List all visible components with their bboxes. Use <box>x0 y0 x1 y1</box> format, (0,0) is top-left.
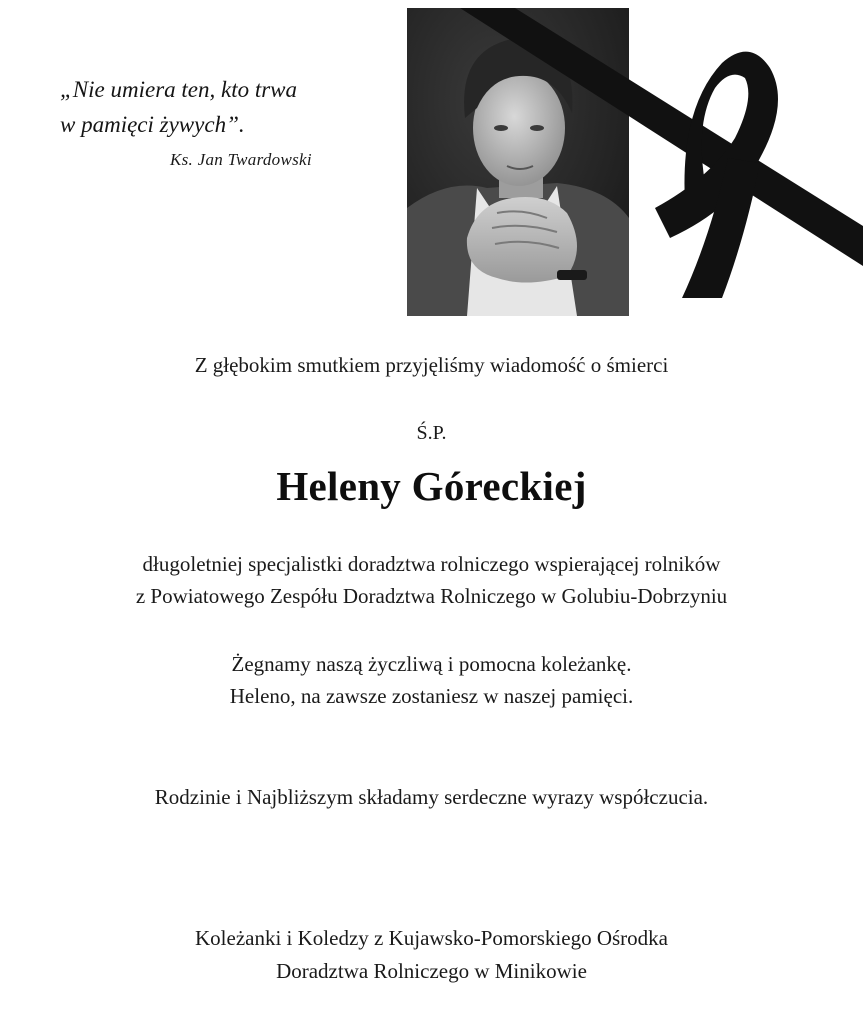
condolence-text: Rodzinie i Najbliższym składamy serdeczne wyrazy współczucia. <box>154 785 709 809</box>
farewell-line-1: Żegnamy naszą życzliwą i pomocna koleżankę. <box>231 652 632 676</box>
farewell-line-2: Heleno, na zawsze zostaniesz w naszej pamięci. <box>229 684 634 708</box>
description-line-2: z Powiatowego Zespółu Doradztwa Rolniczego w Golubiu-Dobrzyniu <box>135 584 728 608</box>
deceased-name: Heleny Góreckiej <box>276 463 587 509</box>
quote-author: Ks. Jan Twardowski <box>170 150 312 169</box>
description-line-1: długoletniej specjalistki doradztwa rolniczego wspierającej rolników <box>142 552 721 576</box>
quote-block <box>60 72 390 170</box>
signature-line-1: Koleżanki i Koledzy z Kujawsko-Pomorskiego Ośrodka <box>195 926 668 950</box>
quote-line-2: w pamięci żywych”. <box>60 112 245 137</box>
signature-line-2: Doradztwa Rolniczego w Minikowie <box>276 959 587 983</box>
honorific: Ś.P. <box>416 422 447 444</box>
mourning-ribbon-icon <box>460 8 863 298</box>
intro-text: Z głębokim smutkiem przyjęliśmy wiadomość o śmierci <box>194 353 669 377</box>
quote-line-1: „Nie umiera ten, kto trwa <box>60 77 298 102</box>
